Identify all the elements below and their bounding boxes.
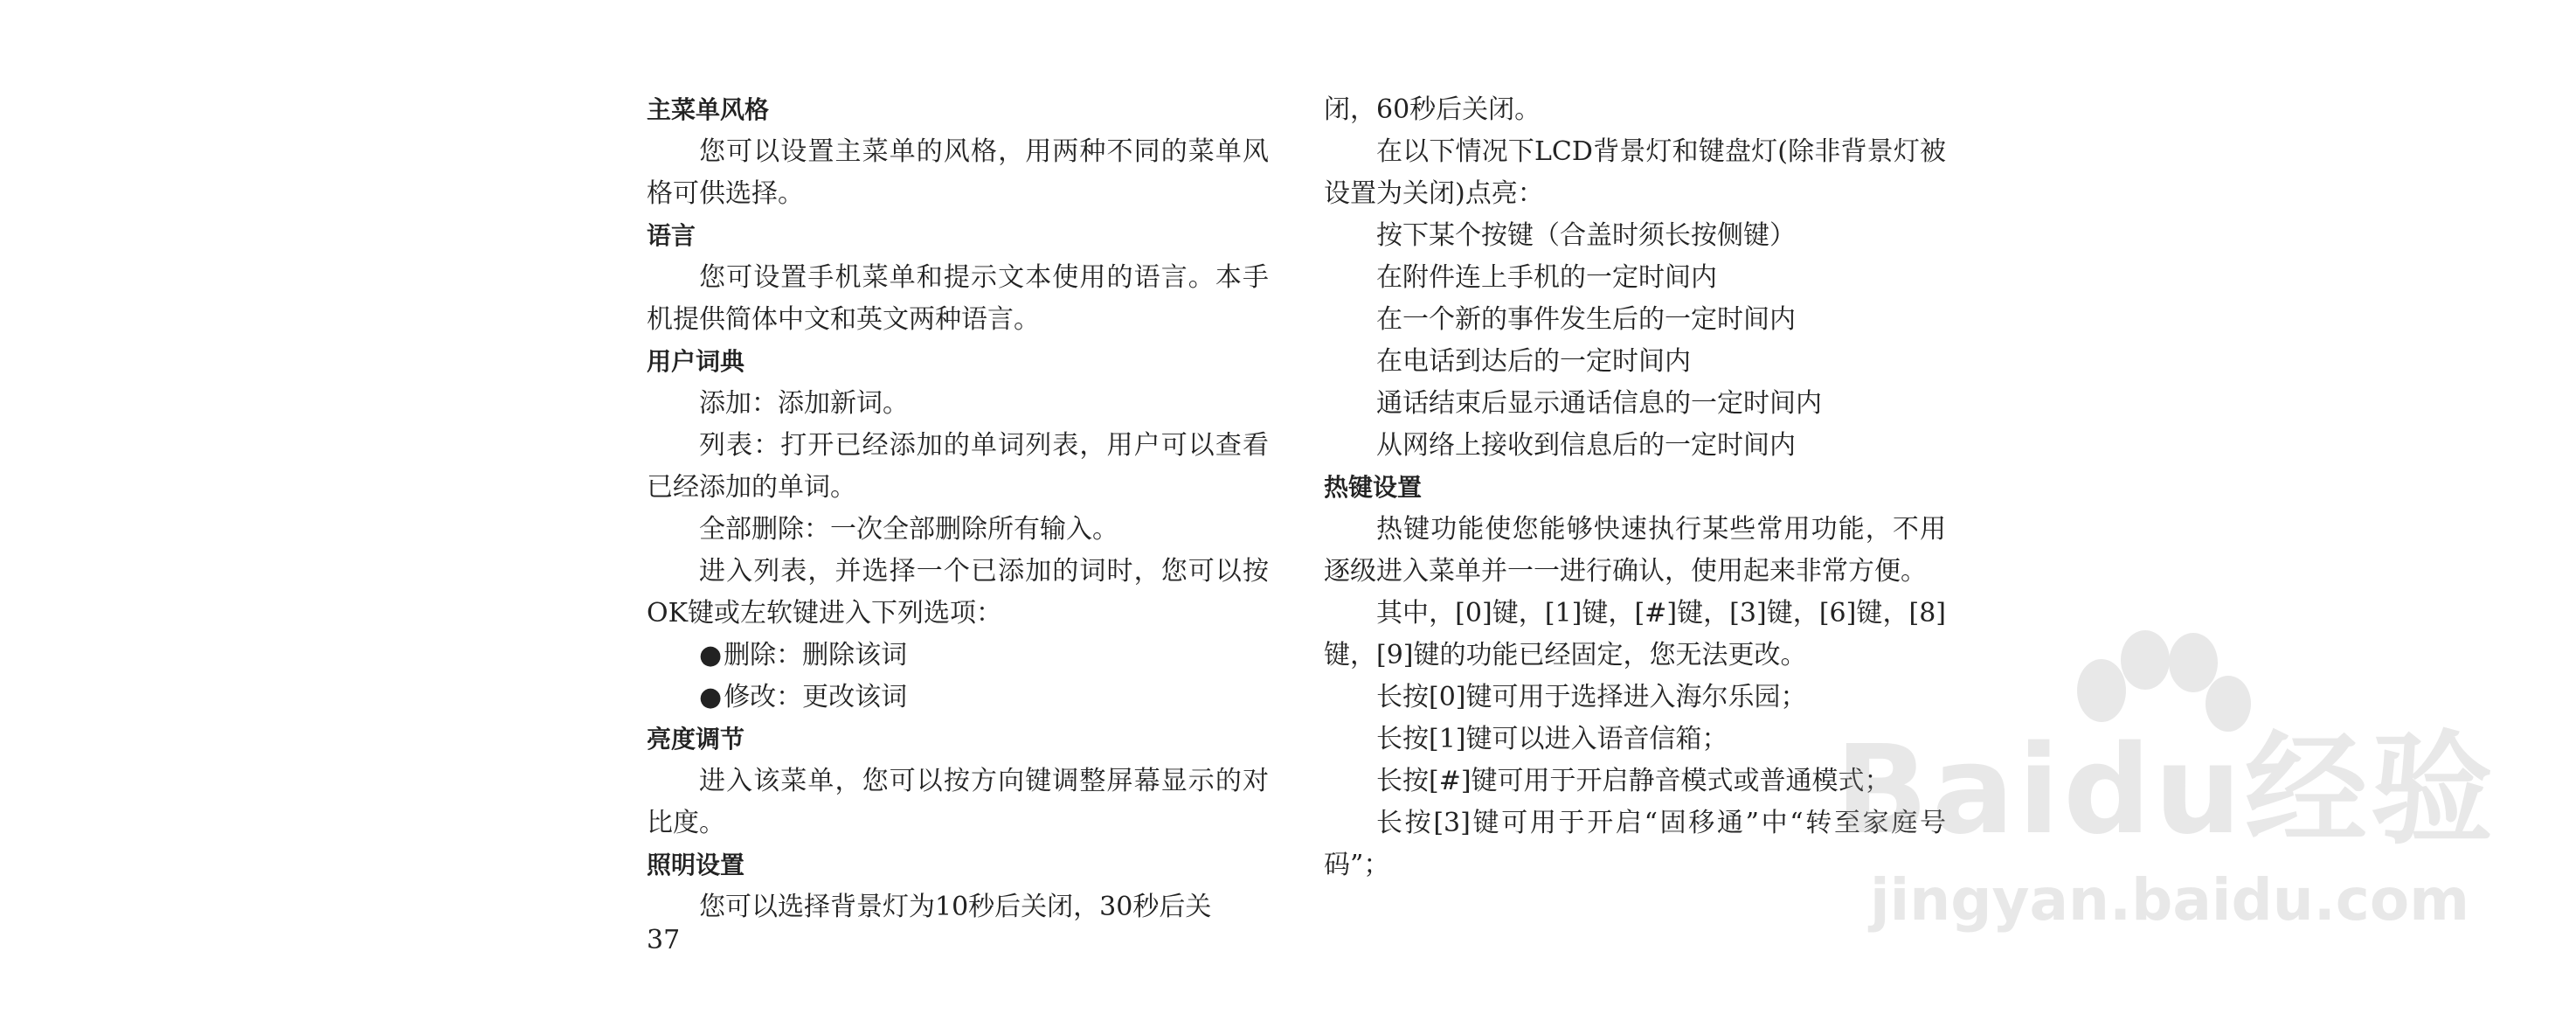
section-heading-user-dictionary: 用户词典 (647, 347, 745, 376)
condition-item: 从网络上接收到信息后的一定时间内 (1376, 430, 1796, 461)
hotkey-intro-text: 热键功能使您能够快速执行某些常用功能，不用逐级进入菜单并一一进行确认，使用起来非常方便。 (1324, 514, 1946, 587)
page-number: 37 (647, 925, 681, 955)
condition-item: 在一个新的事件发生后的一定时间内 (1376, 304, 1796, 335)
main-menu-style-text: 您可以设置主菜单的风格，用两种不同的菜单风格可供选择。 (647, 136, 1269, 209)
watermark-url-text: jingyan.baidu.com (1870, 866, 2470, 934)
bullet-item-modify (647, 677, 1269, 719)
user-dictionary-enter-text: 进入列表，并选择一个已添加的词时，您可以按OK键或左软键进入下列选项： (647, 556, 1269, 629)
lighting-continued-text: 闭，60秒后关闭。 (1324, 94, 1541, 125)
section-heading-hotkey: 热键设置 (1324, 473, 1423, 502)
bullet-modify-text: 修改：更改该词 (724, 682, 908, 712)
left-column (647, 89, 1269, 928)
section-heading-main-menu-style: 主菜单风格 (647, 95, 770, 124)
user-dictionary-delete-all-text: 全部删除：一次全部删除所有输入。 (699, 514, 1118, 545)
hotkey-fixed-keys-text: 其中，[0]键，[1]键，[#]键，[3]键，[6]键，[8]键，[9]键的功能已经固定，您无法更改。 (1324, 598, 1946, 670)
hotkey-1-text: 长按[1]键可以进入语音信箱； (1376, 724, 1728, 754)
watermark-logo-text: Baidu经验 (1835, 719, 2497, 862)
hotkey-hash-text: 长按[#]键可用于开启静音模式或普通模式； (1376, 766, 1891, 796)
user-dictionary-add-text: 添加：添加新词。 (699, 388, 909, 419)
bullet-item-delete (647, 635, 1269, 677)
bullet-delete-text: 删除：删除该词 (724, 640, 908, 670)
condition-item: 通话结束后显示通话信息的一定时间内 (1376, 388, 1822, 419)
bullet-icon: ● (699, 640, 723, 670)
hotkey-0-text: 长按[0]键可用于选择进入海尔乐园； (1376, 682, 1807, 712)
baidu-jingyan-watermark (1818, 629, 2534, 944)
lighting-conditions-intro: 在以下情况下LCD背景灯和键盘灯(除非背景灯被设置为关闭)点亮： (1324, 136, 1946, 209)
language-text: 您可设置手机菜单和提示文本使用的语言。本手机提供简体中文和英文两种语言。 (647, 262, 1269, 335)
bullet-icon: ● (699, 682, 723, 712)
brightness-text: 进入该菜单，您可以按方向键调整屏幕显示的对比度。 (647, 766, 1269, 838)
user-dictionary-list-text: 列表：打开已经添加的单词列表，用户可以查看已经添加的单词。 (647, 430, 1269, 503)
section-heading-lighting: 照明设置 (647, 851, 745, 879)
hotkey-3-text: 长按[3]键可用于开启“固移通”中“转至家庭号码”； (1324, 808, 1946, 880)
section-heading-language: 语言 (647, 221, 696, 250)
section-heading-brightness: 亮度调节 (647, 725, 745, 754)
condition-item: 在附件连上手机的一定时间内 (1376, 262, 1717, 293)
condition-item: 按下某个按键（合盖时须长按侧键） (1376, 220, 1796, 251)
lighting-text: 您可以选择背景灯为10秒后关闭，30秒后关 (699, 892, 1212, 922)
condition-item: 在电话到达后的一定时间内 (1376, 346, 1691, 377)
